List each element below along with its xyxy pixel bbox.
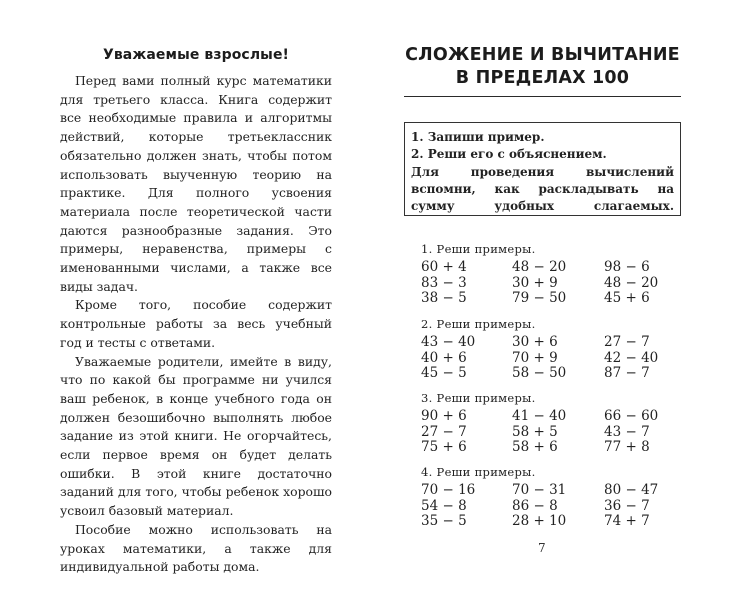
math-expression: 30 + 9 <box>512 274 558 291</box>
math-expression: 87 − 7 <box>604 365 650 381</box>
math-expression: 75 + 6 <box>421 439 467 455</box>
math-expression: 48 − 20 <box>604 274 659 291</box>
preface-text <box>60 72 332 577</box>
exercise-3 <box>421 391 681 456</box>
preface-paragraph: Пособие можно использовать на уроках математики, а также для индивидуальной работы дома. <box>60 521 332 575</box>
math-expression: 83 − 3 <box>421 274 467 291</box>
math-expression: 41 − 40 <box>512 408 567 424</box>
math-expression: 74 + 7 <box>604 513 650 529</box>
exercise-label: 1. Реши примеры. <box>421 242 536 256</box>
math-expression: 90 + 6 <box>421 408 467 424</box>
instruction-step-1: 1. Запиши пример. <box>411 130 545 144</box>
preface-paragraph: Кроме того, пособие содержит контрольные работы за весь учебный год и тесты с ответами. <box>60 297 332 350</box>
preface-paragraph: Уважаемые родители, имейте в виду, что по какой бы программе ни учился ваш ребенок, в конце учебного года он должен безошибочно выполнять любое задание из этой книги. Не огорчайтесь, если первое время он будет делать ошибки. В этой книге достаточно заданий для того, чтобы ребенок хорошо усвоил базовый материал. <box>60 353 332 519</box>
preface-paragraph: Перед вами полный курс математики для третьего класса. Книга содержит все необходимые правила и алгоритмы действий, которые третьеклассник обязательно должен знать, чтобы потом использовать выученную теорию на практике. Для полного усвоения материала после теоретической части даются разнообразные задания. Это примеры, неравенства, примеры с именованными числами, а также все виды задач. <box>60 73 332 294</box>
math-expression: 58 + 5 <box>512 423 558 440</box>
page-number: 7 <box>538 541 546 555</box>
math-expression: 43 − 7 <box>604 423 650 440</box>
right-page <box>367 0 734 592</box>
math-expression: 30 + 6 <box>512 334 558 350</box>
math-expression: 80 − 47 <box>604 482 659 498</box>
exercise-2 <box>421 317 681 382</box>
math-expression: 58 + 6 <box>512 439 558 455</box>
math-expression: 45 − 5 <box>421 365 467 381</box>
section-title-line-2: В ПРЕДЕЛАХ 100 <box>455 68 630 88</box>
math-expression: 48 − 20 <box>512 259 567 275</box>
math-expression: 36 − 7 <box>604 497 650 514</box>
exercise-label: 3. Реши примеры. <box>421 391 536 405</box>
math-expression: 70 − 31 <box>512 482 567 498</box>
math-expression: 70 + 9 <box>512 349 558 366</box>
math-expression: 45 + 6 <box>604 290 650 306</box>
left-page-heading: Уважаемые взрослые! <box>102 47 290 63</box>
exercise-grid <box>421 409 681 456</box>
math-expression: 43 − 40 <box>421 334 476 350</box>
instruction-step-2: 2. Реши его с объяснением. <box>411 147 607 162</box>
math-expression: 35 − 5 <box>421 513 467 529</box>
math-expression: 28 + 10 <box>512 513 567 529</box>
math-expression: 38 − 5 <box>421 290 467 306</box>
math-expression: 98 − 6 <box>604 259 650 275</box>
math-expression: 42 − 40 <box>604 349 659 366</box>
exercise-1 <box>421 242 681 307</box>
math-expression: 66 − 60 <box>604 408 659 424</box>
math-expression: 27 − 7 <box>604 334 650 350</box>
section-title-line-1: СЛОЖЕНИЕ И ВЫЧИТАНИЕ <box>405 45 680 65</box>
math-expression: 86 − 8 <box>512 497 558 514</box>
exercise-grid <box>421 483 681 530</box>
math-expression: 79 − 50 <box>512 290 567 306</box>
math-expression: 70 − 16 <box>421 482 476 498</box>
math-expression: 77 + 8 <box>604 439 650 455</box>
exercise-grid <box>421 260 681 307</box>
exercise-label: 2. Реши примеры. <box>421 317 536 331</box>
math-expression: 58 − 50 <box>512 365 567 381</box>
exercise-label: 4. Реши примеры. <box>421 465 536 479</box>
math-expression: 60 + 4 <box>421 259 467 275</box>
instruction-note: Для проведения вычислений вспомни, как раскладывать на сумму удобных слагаемых. <box>411 164 674 214</box>
instruction-box <box>404 122 681 216</box>
exercise-4 <box>421 465 681 530</box>
math-expression: 27 − 7 <box>421 423 467 440</box>
section-title <box>404 44 681 90</box>
math-expression: 54 − 8 <box>421 497 467 514</box>
exercise-grid <box>421 335 681 382</box>
title-divider <box>404 96 681 97</box>
math-expression: 40 + 6 <box>421 349 467 366</box>
